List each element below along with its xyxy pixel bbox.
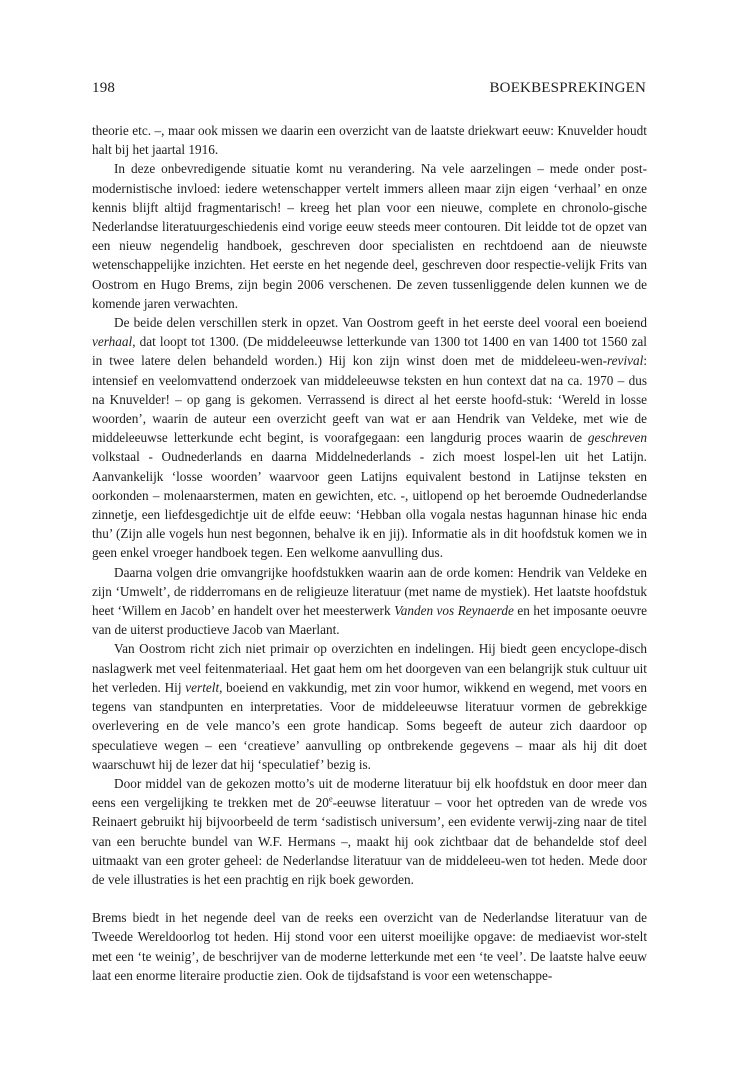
superscript: e xyxy=(328,793,333,804)
paragraph xyxy=(92,121,647,159)
text-run: : intensief en veelomvattend onderzoek van middeleeuwse teksten en hun context dat na ca. 1970 – dus na Knuvelder! – op gang is gekomen. Verrassend is direct al het eerste hoofd-stuk: ‘Wereld in losse woorden’, waarin de auteur een overzicht geeft van wat er aan Hendrik van Veldeke, met wie de middeleeuwse letterkunde echt begint, is voorafgegaan: een langdurig proces waarin de xyxy=(92,353,647,446)
italic-term: vertelt xyxy=(185,679,220,695)
italic-term: revival xyxy=(607,353,644,369)
paragraph xyxy=(92,774,647,889)
text-run: en het imposante oeuvre van de uiterst productieve Jacob van Maerlant. xyxy=(92,603,647,638)
paragraph xyxy=(92,159,647,313)
text-run: Door middel van de gekozen motto’s uit de moderne literatuur bij elk hoofdstuk en door meer dan eens een vergelijking te trekken met de 20 xyxy=(92,775,647,811)
text-run: De beide delen verschillen sterk in opzet. Van Oostrom geeft in het eerste deel vooral een boeiend xyxy=(114,315,647,331)
text-run: Van Oostrom richt zich niet primair op overzichten en indelingen. Hij biedt geen encyclope-disch naslagwerk met veel feitenmateriaal. Het gaat hem om het doorgeven van een belangrijk stuk cultuur uit het verleden. Hij xyxy=(92,641,647,695)
paragraph xyxy=(92,563,647,640)
paragraph xyxy=(92,908,647,985)
text-run: -eeuwse literatuur – voor het optreden van de wrede vos Reinaert gebruikt hij bijvoorbeeld de term ‘sadistisch universum’, een evidente verwij-zing naar de titel van een beruchte bundel van W.F. Hermans –, maakt hij ook zichtbaar dat de behandelde stof deel uitmaakt van een groter geheel: de Nederlandse literatuur van de middeleeu-wen tot heden. Mede door de vele illustraties is het een prachtig en rijk boek geworden. xyxy=(92,795,647,887)
text-run: , dat loopt tot 1300. (De middeleeuwse letterkunde van 1300 tot 1400 en van 1400 tot 1560 zal in twee latere delen behandeld worden.) Hij kon zijn winst doen met de middeleeu-wen- xyxy=(92,334,647,369)
body-text xyxy=(92,121,647,985)
section-title: BOEKBESPREKINGEN xyxy=(489,80,646,96)
paragraph xyxy=(92,313,647,563)
paragraph xyxy=(92,639,647,773)
page-number: 198 xyxy=(92,80,116,96)
text-run: Daarna volgen drie omvangrijke hoofdstukken waarin aan de orde komen: Hendrik van Veldeke en zijn ‘Umwelt’, de ridderromans en de religieuze literatuur (met name de mystiek). Het laatste hoofdstuk heet ‘Willem en Jacob’ en handelt over het meesterwerk xyxy=(92,564,647,619)
text-run: In deze onbevredigende situatie komt nu verandering. Na vele aarzelingen – mede onder post-modernistische invloed: iedere wetenschapper vertelt immers alleen maar zijn eigen ‘verhaal’ en onze kennis blijft altijd fragmentarisch! – kreeg het plan voor een nieuwe, complete en chronolo-gische Nederlandse literatuurgeschiedenis eind vorige eeuw steeds meer contouren. Dit leidde tot de opzet van een nieuw negendelig handboek, geschreven door specialisten en rechtdoend aan de nieuwste wetenschappelijke inzichten. Het eerste en het negende deel, geschreven door respectie-velijk Frits van Oostrom en Hugo Brems, zijn begin 2006 verschenen. De zeven tussenliggende delen kunnen we de komende jaren verwachten. xyxy=(92,161,647,311)
text-run: , boeiend en vakkundig, met zin voor humor, wikkend en wegend, met voors en tegens van standpunten en interpretaties. Voor de middeleeuwse literatuur vormen de gebrekkige overlevering en de vele manco’s een grote handicap. Soms begeeft de auteur zich daardoor op speculatieve wegen – een ‘creatieve’ aanvulling op ontbrekende gegevens – maar als hij dit doet waarschuwt hij de lezer dat hij ‘speculatief’ bezig is. xyxy=(92,679,647,772)
italic-term: verhaal xyxy=(92,334,133,350)
text-run: Brems biedt in het negende deel van de reeks een overzicht van de Nederlandse literatuur van de Tweede Wereldoorlog tot heden. Hij stond voor een uiterst moeilijke opgave: de mediaevist wor-stelt met een ‘te weinig’, de beschrijver van de moderne letterkunde met een ‘te veel’. De laatste halve eeuw laat een enorme literaire productie zien. Ook de tijdsafstand is voor een wetenschappe- xyxy=(92,910,647,983)
running-head xyxy=(92,79,646,97)
text-run: theorie etc. –, maar ook missen we daarin een overzicht van de laatste driekwart eeuw: Knuvelder houdt halt bij het jaartal 1916. xyxy=(92,123,647,158)
italic-term: geschreven xyxy=(587,430,647,446)
italic-title: Vanden vos Reynaerde xyxy=(394,603,514,619)
text-run: volkstaal - Oudnederlands en daarna Middelnederlands - zich moest lospel-len uit het Latijn. Aanvankelijk ‘losse woorden’ waarvoor geen Latijns equivalent bestond in Latijnse teksten en oorkonden – molenaarstermen, maten en gewichten, etc. -, uitlopend op het beroemde Oudnederlandse zinnetje, een liefdesgedichtje uit de elfde eeuw: ‘Hebban olla vogala nestas hagunnan hinase hic enda thu’ (Zijn alle vogels hun nest begonnen, behalve ik en jij). Informatie als in dit hoofdstuk komen we in geen enkel vroeger handboek tegen. Een welkome aanvulling dus. xyxy=(92,449,647,561)
